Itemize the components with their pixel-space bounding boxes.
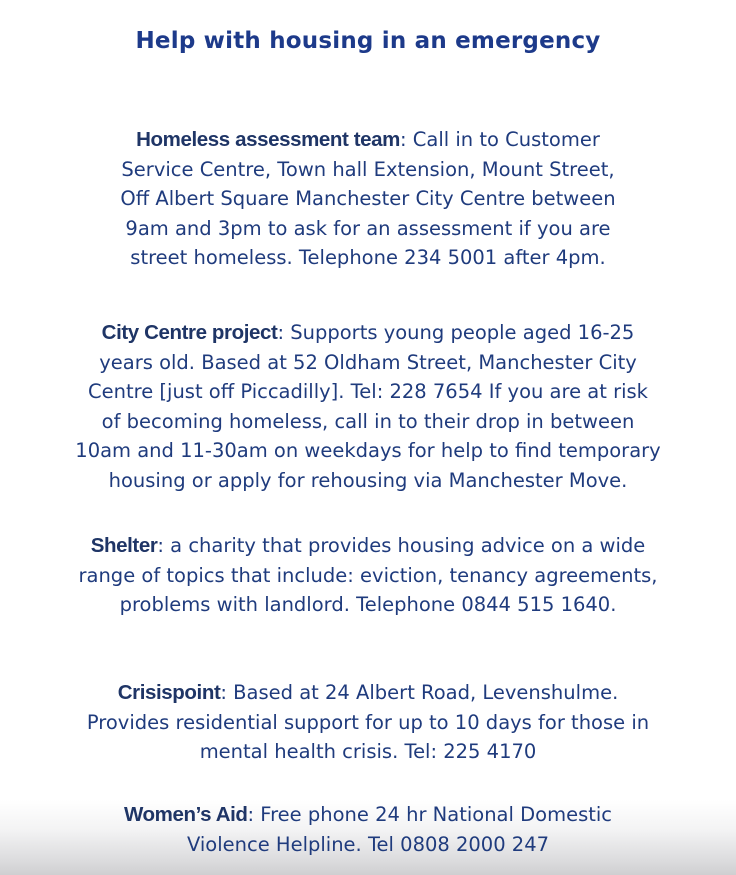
section-line	[20, 318, 716, 348]
section-label: Women’s Aid	[123, 803, 248, 826]
section-line	[20, 125, 716, 155]
section-text: : a charity that provides housing advice on a wide	[157, 534, 646, 557]
section-line: years old. Based at 52 Oldham Street, Manchester City	[99, 350, 637, 374]
crisispoint-section	[20, 678, 716, 767]
section-line: street homeless. Telephone 234 5001 after 4pm.	[130, 246, 606, 269]
section-label: Crisispoint	[117, 681, 221, 704]
section-line: housing or apply for rehousing via Manchester Move.	[108, 468, 628, 492]
section-line: Service Centre, Town hall Extension, Mount Street,	[121, 157, 615, 181]
city-centre-project-section	[20, 318, 716, 495]
section-line: 10am and 11-30am on weekdays for help to find temporary	[75, 439, 661, 462]
section-line: problems with landlord. Telephone 0844 515 1640.	[119, 593, 617, 616]
section-line: Centre [just off Piccadilly]. Tel: 228 7654 If you are at risk	[88, 380, 648, 403]
section-line: range of topics that include: eviction, tenancy agreements,	[78, 563, 658, 587]
section-line: Violence Helpline. Tel 0808 2000 247	[186, 832, 550, 856]
section-text: : Based at 24 Albert Road, Levenshulme.	[220, 681, 619, 704]
section-label: Shelter	[90, 534, 158, 557]
section-line: Off Albert Square Manchester City Centre between	[120, 187, 616, 210]
section-text: : Call in to Customer	[400, 128, 600, 151]
section-line: of becoming homeless, call in to their drop in between	[101, 409, 635, 433]
shelter-section	[20, 531, 716, 620]
section-line: 9am and 3pm to ask for an assessment if you are	[125, 216, 611, 240]
womens-aid-section	[20, 800, 716, 859]
section-text: : Supports young people aged 16-25	[277, 321, 635, 344]
section-line: Provides residential support for up to 10 days for those in	[86, 710, 650, 734]
section-line: mental health crisis. Tel: 225 4170	[199, 740, 537, 763]
section-line	[20, 800, 716, 830]
section-text: : Free phone 24 hr National Domestic	[247, 803, 613, 826]
homeless-assessment-section	[20, 125, 716, 273]
section-line	[20, 678, 716, 708]
section-line	[20, 531, 716, 561]
page-title: Help with housing in an emergency	[135, 28, 601, 54]
section-label: Homeless assessment team	[136, 128, 401, 151]
section-label: City Centre project	[101, 321, 278, 344]
